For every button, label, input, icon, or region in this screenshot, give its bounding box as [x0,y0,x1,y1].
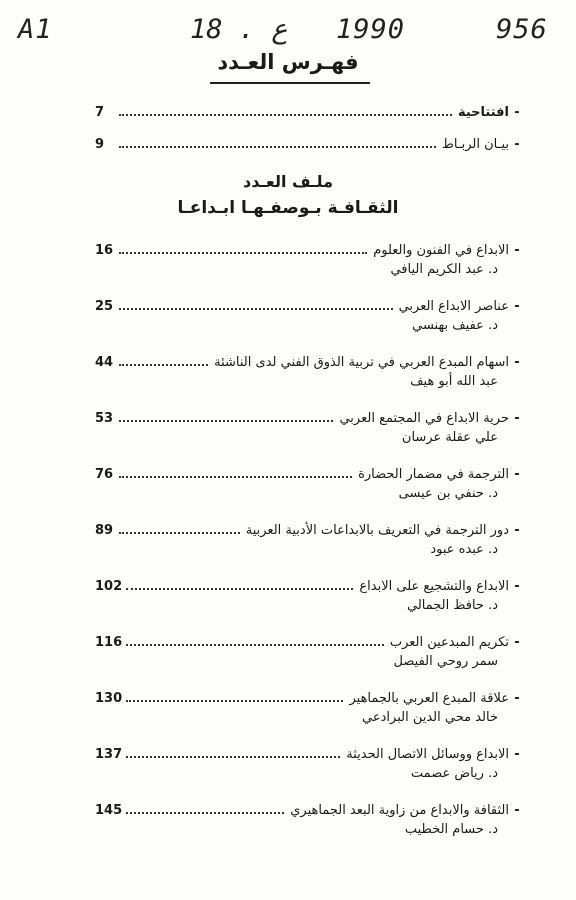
toc-title: الابداع في الفنون والعلوم [373,243,509,258]
toc-title: الابداع والتشجيع على الابداع [359,579,509,594]
dot-leader [119,252,367,254]
toc-row [95,574,525,594]
row-bullet: - [514,803,520,818]
row-bullet: - [514,105,520,120]
page-number: 7 [95,105,105,120]
toc-author: د. رياض عصمت [410,766,498,781]
toc-author: د. عفيف بهنسي [412,318,498,333]
page-number: 137 [95,747,123,762]
row-bullet: - [514,523,520,538]
dot-leader [126,756,340,758]
toc-author: د. عبد الكريم اليافي [390,262,498,277]
dot-leader [119,476,352,478]
handwritten-year: 1990 [336,14,406,45]
toc-author: د. حنفي بن عيسى [398,486,498,501]
toc-author: عبد الله أبو هيف [410,374,498,389]
toc-title: دور الترجمة في التعريف بالابداعات الأدبية العربية [245,523,509,538]
title-underline [210,82,370,84]
toc-title: اسهام المبدع العربي في تربية الذوق الفني لدى الناشئة [214,355,509,370]
dot-leader [119,146,436,148]
page-number: 44 [95,355,114,370]
toc-author: خالد محي الدين البرادعي [362,710,498,725]
dot-leader [119,114,452,116]
toc-title: علاقة المبدع العربي بالجماهير [349,691,509,706]
row-bullet: - [514,579,520,594]
page-number: 53 [95,411,114,426]
page-number: 76 [95,467,114,482]
toc-row [95,350,525,370]
toc-title: افتتاحية [457,105,509,120]
toc-author: علي عقلة عرسان [401,430,498,445]
row-bullet: - [514,467,520,482]
toc-row [95,630,525,650]
toc-title: الابداع ووسائل الاتصال الحديثة [346,747,509,762]
toc-title: حرية الابداع في المجتمع العربي [339,411,509,426]
handwritten-ref: A1 [18,14,53,45]
dot-leader [126,644,384,646]
page-number: 130 [95,691,123,706]
dot-leader [126,812,284,814]
row-bullet: - [514,299,520,314]
row-bullet: - [514,243,520,258]
page-number: 116 [95,635,123,650]
dot-leader [119,420,333,422]
toc-row [95,518,525,538]
toc-row [95,798,525,818]
toc-title: بيـان الربـاط [441,137,509,152]
toc-title: تكريم المبدعين العرب [389,635,509,650]
page-number: 145 [95,803,123,818]
toc-row [95,238,525,258]
toc-author: د. حافظ الجمالي [407,598,498,613]
dot-leader [119,308,393,310]
toc-row [95,742,525,762]
toc-row [95,406,525,426]
handwritten-date: 18 . ع [190,14,288,45]
toc-author: د. حسام الخطيب [404,822,498,837]
toc-row-front-0 [95,100,525,120]
dot-leader [126,700,343,702]
page-number: 102 [95,579,123,594]
toc-row-front-1 [95,132,525,152]
toc-title: الترجمة في مضمار الحضارة [358,467,509,482]
dot-leader [126,588,353,590]
section-subheading: الثقـافـة بـوصفـهـا ابـداعـا [177,198,399,218]
dot-leader [119,364,208,366]
page-number: 25 [95,299,114,314]
toc-author: د. عبده عبود [430,542,498,557]
page-number: 89 [95,523,114,538]
handwritten-number: 956 [496,14,548,45]
row-bullet: - [514,747,520,762]
page-number: 16 [95,243,114,258]
row-bullet: - [514,635,520,650]
section-heading: ملـف العـدد [243,172,333,191]
page-number: 9 [95,137,105,152]
row-bullet: - [514,355,520,370]
toc-title: الثقافة والابداع من زاوية البعد الجماهيري [290,803,509,818]
toc-title: عناصر الابداع العربي [398,299,509,314]
toc-author: سمر روحي الفيصل [393,654,498,669]
row-bullet: - [514,137,520,152]
row-bullet: - [514,691,520,706]
toc-row [95,294,525,314]
toc-row [95,686,525,706]
page-title: فهـرس العـدد [217,50,359,74]
row-bullet: - [514,411,520,426]
dot-leader [119,532,240,534]
toc-row [95,462,525,482]
